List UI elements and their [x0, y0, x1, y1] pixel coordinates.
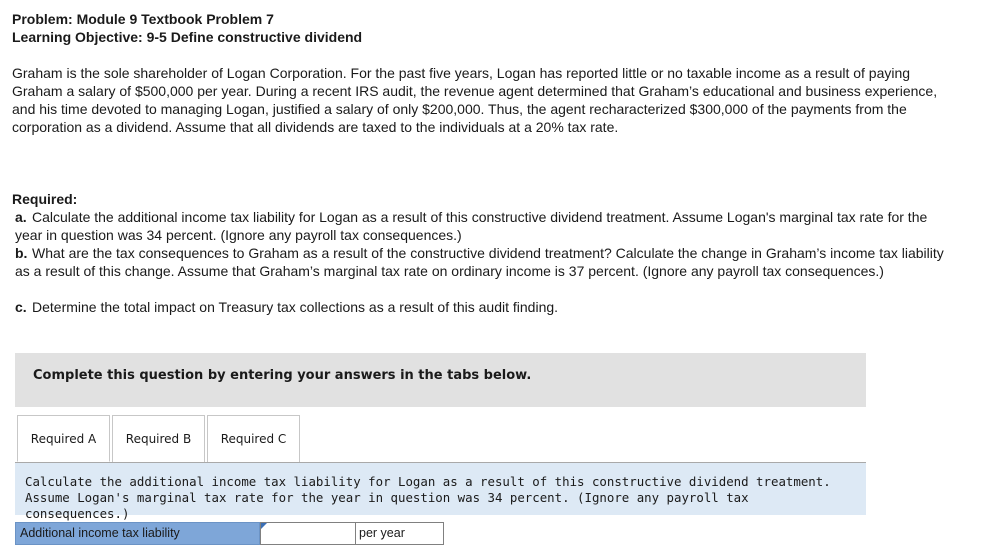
- answer-label: Additional income tax liability: [15, 522, 260, 545]
- required-item-c: [15, 298, 955, 316]
- tab-instruction-panel: [15, 463, 866, 521]
- required-heading: Required:: [12, 191, 78, 207]
- required-item-a: [15, 208, 955, 244]
- required-item-a-text: Calculate the additional income tax liability for Logan as a result of this constructive dividend treatment. Assume Logan's marginal tax rate for the year in question was 34 percent. (Ignore any payroll tax consequences.): [15, 209, 928, 243]
- learning-objective: Learning Objective: 9-5 Define constructive dividend: [12, 29, 363, 45]
- instructions-banner: [15, 353, 866, 407]
- tab-instruction-text: Calculate the additional income tax liability for Logan as a result of this constructive dividend treatment. Assume Logan's marginal tax rate for the year in question was 34 percent. (Ignore any payroll tax consequences.): [25, 474, 831, 521]
- tab-required-a[interactable]: Required A: [17, 415, 110, 462]
- tab-required-b[interactable]: Required B: [112, 415, 205, 462]
- required-item-b-text: What are the tax consequences to Graham as a result of the constructive dividend treatment? Calculate the change in Graham’s income tax liability as a result of this change. Assume that Graham’s marginal tax rate on ordinary income is 37 percent. (Ignore any payroll tax consequences.): [15, 245, 944, 279]
- required-item-c-text: Determine the total impact on Treasury tax collections as a result of this audit finding.: [32, 299, 559, 315]
- required-item-b: [15, 244, 955, 280]
- required-item-b-label: b.: [15, 245, 28, 261]
- input-corner-marker-icon: [261, 523, 267, 529]
- answer-unit: per year: [356, 522, 444, 545]
- required-item-a-label: a.: [15, 209, 27, 225]
- instructions-banner-text: Complete this question by entering your answers in the tabs below.: [33, 368, 532, 383]
- tab-required-c[interactable]: Required C: [207, 415, 300, 462]
- problem-intro: Graham is the sole shareholder of Logan Corporation. For the past five years, Logan has reported little or no taxable income as a result of paying Graham a salary of $500,000 per year. During a recent IRS audit, the revenue agent determined that Graham’s educational and business experience, and his time devoted to managing Logan, justified a salary of only $200,000. Thus, the agent recharacterized $300,000 of the payments from the corporation as a dividend. Assume that all dividends are taxed to the individuals at a 20% tax rate.: [12, 65, 938, 135]
- additional-tax-liability-input[interactable]: [260, 522, 356, 545]
- required-item-c-label: c.: [15, 299, 27, 315]
- problem-title: Problem: Module 9 Textbook Problem 7: [12, 11, 274, 27]
